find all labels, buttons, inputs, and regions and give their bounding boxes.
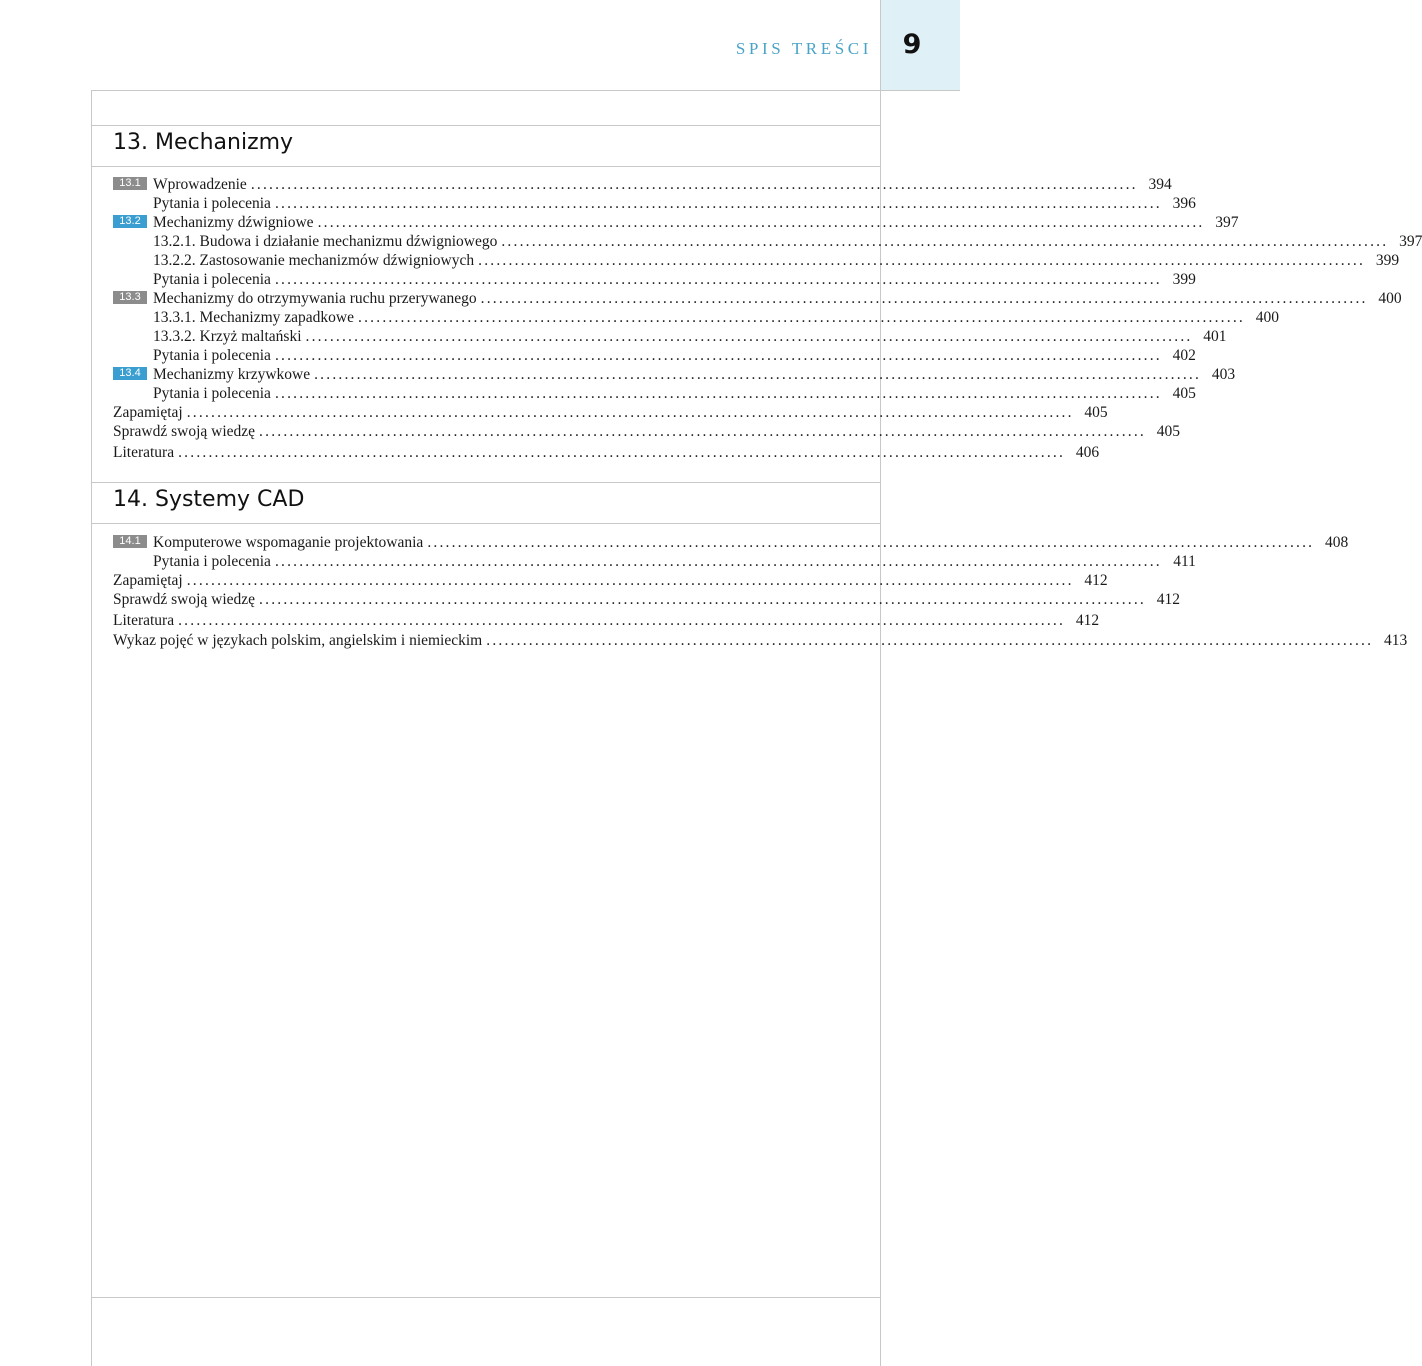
dot-leader: .................................................................................................................................................. [178, 612, 1066, 629]
indent-spacer [113, 397, 153, 398]
toc-entry-title: Pytania i polecenia [153, 271, 271, 288]
toc-entry-title: Zapamiętaj [113, 572, 183, 589]
toc-entry[interactable] [113, 175, 1172, 194]
dot-leader: .................................................................................................................................................. [314, 366, 1202, 383]
dot-leader: .................................................................................................................................................. [501, 233, 1389, 250]
toc-entry[interactable] [113, 346, 1196, 365]
toc-page-number: 405 [1156, 423, 1180, 440]
toc-entry-title: Sprawdź swoją wiedzę [113, 591, 256, 608]
toc-page-number: 400 [1255, 309, 1279, 326]
dot-leader: .................................................................................................................................................. [317, 214, 1205, 231]
toc-entry[interactable] [113, 552, 1196, 571]
chapter-title: 13. Mechanizmy [113, 130, 294, 155]
dot-leader: .................................................................................................................................................. [305, 328, 1193, 345]
toc-page-number: 405 [1084, 404, 1108, 421]
toc-entry-title: 13.2.1. Budowa i działanie mechanizmu dźwigniowego [153, 233, 498, 250]
toc-page-number: 403 [1211, 366, 1236, 383]
toc-page-number: 402 [1172, 347, 1196, 364]
toc-entry-title: Zapamiętaj [113, 404, 183, 421]
toc-page-number: 399 [1375, 252, 1400, 269]
toc-entry-title: Sprawdź swoją wiedzę [113, 423, 256, 440]
section-number-badge: 13.2 [113, 215, 147, 228]
toc-entry-title: Literatura [113, 444, 175, 461]
dot-leader: .................................................................................................................................................. [186, 572, 1074, 589]
toc-page-number: 412 [1156, 591, 1180, 608]
toc-entry[interactable] [113, 590, 1180, 609]
dot-leader: .................................................................................................................................................. [358, 309, 1245, 326]
indent-spacer [113, 340, 153, 341]
dot-leader: .................................................................................................................................................. [259, 591, 1146, 608]
dot-leader: .................................................................................................................................................. [178, 444, 1066, 461]
indent-spacer [113, 565, 153, 566]
dot-leader: .................................................................................................................................................. [480, 290, 1368, 307]
toc-page-number: 405 [1172, 385, 1196, 402]
toc-entry[interactable] [113, 571, 1108, 590]
toc-entry[interactable] [113, 308, 1279, 327]
page-number: 9 [902, 29, 922, 60]
indent-spacer [113, 207, 153, 208]
indent-spacer [113, 359, 153, 360]
toc-entry[interactable] [113, 384, 1196, 403]
section-number-badge: 13.3 [113, 291, 147, 304]
section-label: SPIS TREŚCI [735, 39, 872, 58]
indent-spacer [113, 245, 153, 246]
toc-entry[interactable] [113, 365, 1236, 384]
toc-entry-title: Mechanizmy krzywkowe [153, 366, 311, 383]
dot-leader: .................................................................................................................................................. [250, 176, 1138, 193]
toc-page-number: 401 [1203, 328, 1227, 345]
toc-page-number: 411 [1173, 553, 1196, 570]
toc-page-number: 399 [1172, 271, 1196, 288]
toc-entry[interactable] [113, 422, 1180, 441]
toc-entry-title: Mechanizmy do otrzymywania ruchu przerywanego [153, 290, 477, 307]
toc-entry-title: Komputerowe wspomaganie projektowania [153, 534, 424, 551]
toc-entry-title: Pytania i polecenia [153, 347, 271, 364]
dot-leader: .................................................................................................................................................. [186, 404, 1074, 421]
toc-entry-title: Pytania i polecenia [153, 195, 271, 212]
header-rule [91, 90, 960, 91]
toc-entry[interactable] [113, 442, 1100, 463]
toc-entry[interactable] [113, 631, 1408, 650]
toc-page-number: 412 [1075, 612, 1100, 629]
toc-page-number: 397 [1399, 233, 1422, 250]
toc-page-number: 412 [1084, 572, 1108, 589]
dot-leader: .................................................................................................................................................. [259, 423, 1146, 440]
dot-leader: .................................................................................................................................................. [274, 271, 1162, 288]
toc-list-chapter-14 [113, 533, 1408, 650]
dot-leader: .................................................................................................................................................. [274, 385, 1162, 402]
toc-page-number: 394 [1148, 176, 1172, 193]
dot-leader: .................................................................................................................................................. [274, 195, 1162, 212]
indent-spacer [113, 264, 153, 265]
toc-page-number: 413 [1383, 632, 1408, 649]
toc-entry[interactable] [113, 610, 1100, 631]
toc-list-chapter-13 [113, 175, 1422, 463]
toc-entry-title: Pytania i polecenia [153, 385, 271, 402]
toc-entry-title: Literatura [113, 612, 175, 629]
toc-entry-title: 13.3.1. Mechanizmy zapadkowe [153, 309, 355, 326]
toc-entry[interactable] [113, 403, 1108, 422]
dot-leader: .................................................................................................................................................. [486, 632, 1374, 649]
toc-entry[interactable] [113, 213, 1239, 232]
chapter-14-top-rule [91, 482, 881, 483]
toc-entry-title: 13.2.2. Zastosowanie mechanizmów dźwigniowych [153, 252, 475, 269]
dot-leader: .................................................................................................................................................. [427, 534, 1315, 551]
toc-entry-title: Mechanizmy dźwigniowe [153, 214, 314, 231]
toc-entry[interactable] [113, 327, 1227, 346]
section-number-badge: 13.4 [113, 367, 147, 380]
toc-entry[interactable] [113, 251, 1400, 270]
toc-entry-title: Wprowadzenie [153, 176, 247, 193]
toc-entry[interactable] [113, 533, 1349, 552]
dot-leader: .................................................................................................................................................. [478, 252, 1366, 269]
indent-spacer [113, 283, 153, 284]
toc-entry-title: Wykaz pojęć w językach polskim, angielskim i niemieckim [113, 632, 483, 649]
toc-page-number: 408 [1325, 534, 1349, 551]
toc-entry[interactable] [113, 194, 1196, 213]
left-margin-rule [91, 90, 92, 1366]
toc-page-number: 397 [1215, 214, 1239, 231]
indent-spacer [113, 321, 153, 322]
chapter-title: 14. Systemy CAD [113, 487, 305, 512]
toc-page-number: 400 [1378, 290, 1402, 307]
chapter-13-top-rule [91, 125, 881, 126]
toc-entry[interactable] [113, 289, 1402, 308]
toc-page-number: 396 [1172, 195, 1196, 212]
section-number-badge: 14.1 [113, 535, 147, 548]
toc-entry-title: Pytania i polecenia [153, 553, 271, 570]
chapter-14-bottom-rule [91, 523, 881, 524]
toc-entry-title: 13.3.2. Krzyż maltański [153, 328, 302, 345]
toc-entry[interactable] [113, 232, 1422, 251]
footer-rule [91, 1297, 881, 1298]
dot-leader: .................................................................................................................................................. [274, 553, 1162, 570]
toc-entry[interactable] [113, 270, 1196, 289]
chapter-13-bottom-rule [91, 166, 881, 167]
dot-leader: .................................................................................................................................................. [274, 347, 1162, 364]
section-number-badge: 13.1 [113, 177, 147, 190]
toc-page-number: 406 [1075, 444, 1100, 461]
